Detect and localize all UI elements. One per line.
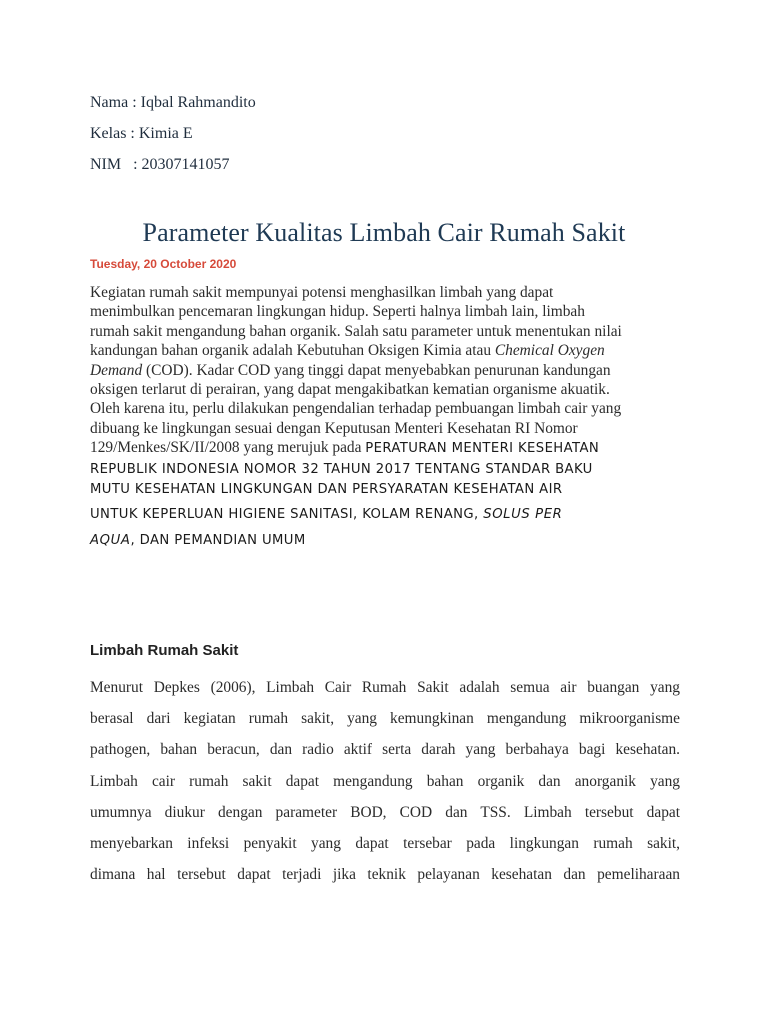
intro-line: rumah sakit mengandung bahan organik. Salah satu parameter untuk menentukan nilai — [90, 322, 622, 340]
intro-line — [90, 361, 690, 380]
body-line: dimana hal tersebut dapat terjadi jika teknik pelayanan kesehatan dan pemeliharaan — [90, 866, 680, 884]
intro-line: menimbulkan pencemaran lingkungan hidup. Seperti halnya limbah lain, limbah — [90, 303, 585, 321]
intro-line: Oleh karena itu, perlu dilakukan pengendalian terhadap pembuangan limbah cair yang — [90, 400, 622, 418]
intro-line — [90, 530, 690, 550]
regulation-title: UNTUK KEPERLUAN HIGIENE SANITASI, KOLAM RENANG, — [90, 506, 484, 522]
section-body — [90, 672, 680, 890]
regulation-title: MUTU KESEHATAN LINGKUNGAN DAN PERSYARATAN KESEHATAN AIR — [90, 481, 563, 497]
body-line: berasal dari kegiatan rumah sakit, yang kemungkinan mengandung mikroorganisme — [90, 710, 680, 728]
article-date: Tuesday, 20 October 2020 — [90, 257, 237, 271]
body-line: menyebarkan infeksi penyakit yang dapat tersebar pada lingkungan rumah sakit, — [90, 835, 680, 853]
body-line: umumnya diukur dengan parameter BOD, COD dan TSS. Limbah tersebut dapat — [90, 803, 680, 821]
article-title: Parameter Kualitas Limbah Cair Rumah Sakit — [142, 218, 626, 247]
intro-line: oksigen terlarut di perairan, yang dapat mengakibatkan kematian organisme akuatik. — [90, 381, 610, 399]
intro-paragraph — [90, 283, 690, 550]
intro-line — [90, 479, 690, 499]
student-name: Nama : Iqbal Rahmandito — [90, 94, 256, 111]
body-line: pathogen, bahan beracun, dan radio aktif serta darah yang berbahaya bagi kesehatan. — [90, 741, 680, 759]
intro-line: dibuang ke lingkungan sesuai dengan Keputusan Menteri Kesehatan RI Nomor — [90, 419, 578, 437]
intro-line — [90, 341, 690, 360]
regulation-italic-term: AQUA — [90, 532, 131, 548]
intro-line — [90, 504, 690, 524]
intro-italic-term: Chemical Oxygen — [494, 342, 605, 360]
intro-text: (COD). Kadar COD yang tinggi dapat menyebabkan penurunan kandungan — [142, 361, 611, 379]
intro-text: 129/Menkes/SK/II/2008 yang merujuk pada — [90, 439, 366, 457]
regulation-title: PERATURAN MENTERI KESEHATAN — [365, 441, 600, 457]
section-heading: Limbah Rumah Sakit — [90, 642, 239, 659]
regulation-italic-term: SOLUS PER — [483, 506, 563, 522]
student-class: Kelas : Kimia E — [90, 125, 193, 142]
intro-line: Kegiatan rumah sakit mempunyai potensi menghasilkan limbah yang dapat — [90, 284, 554, 301]
student-nim: NIM : 20307141057 — [90, 156, 230, 173]
regulation-title: REPUBLIK INDONESIA NOMOR 32 TAHUN 2017 TENTANG STANDAR BAKU — [90, 461, 593, 477]
intro-line — [90, 438, 690, 458]
body-line: Limbah cair rumah sakit dapat mengandung bahan organik dan anorganik yang — [90, 772, 680, 790]
body-line: Menurut Depkes (2006), Limbah Cair Rumah Sakit adalah semua air buangan yang — [90, 679, 680, 696]
intro-italic-term: Demand — [90, 361, 143, 379]
intro-text: kandungan bahan organik adalah Kebutuhan Oksigen Kimia atau — [90, 342, 495, 360]
intro-line — [90, 459, 690, 479]
regulation-title: , DAN PEMANDIAN UMUM — [130, 532, 306, 548]
